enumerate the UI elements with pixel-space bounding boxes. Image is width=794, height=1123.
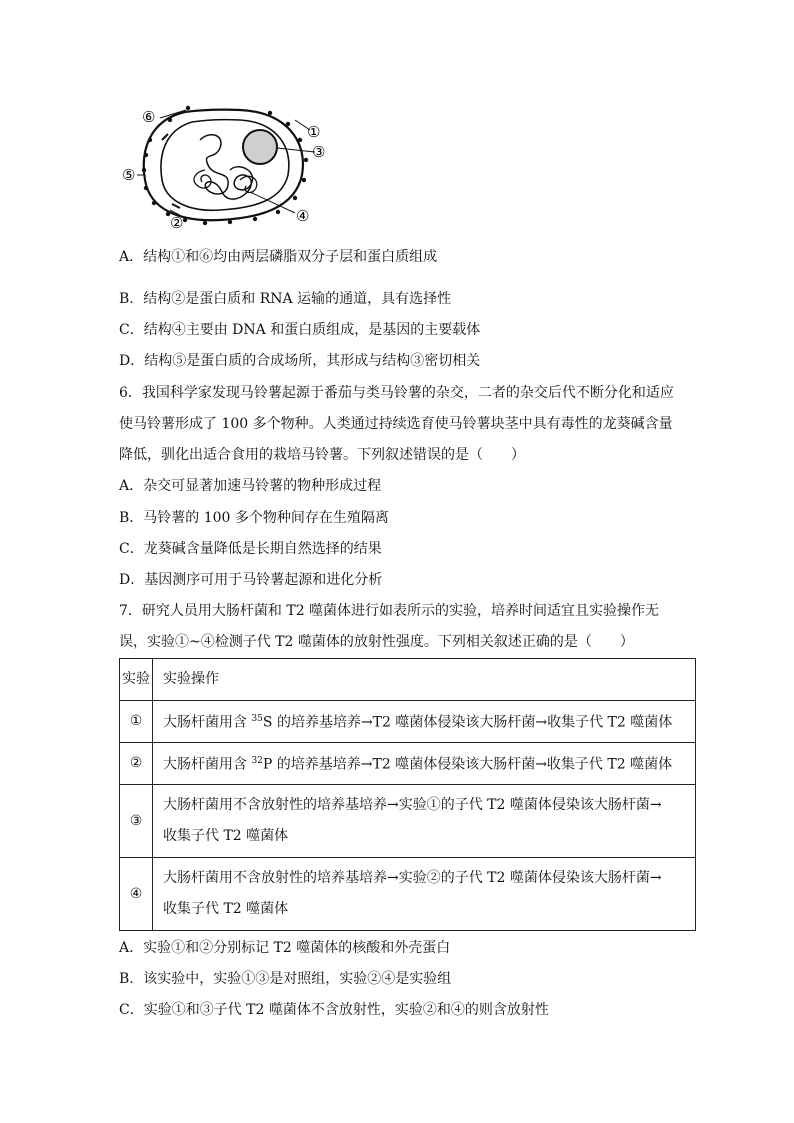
label-5: ⑤ (122, 166, 136, 184)
label-3: ③ (312, 143, 326, 161)
row-operation: 大肠杆菌用含 $^{35}$S 的培养基培养→T2 噬菌体侵染该大肠杆菌→收集子代 T2 噬菌体 (153, 701, 696, 743)
table-row (120, 701, 696, 743)
row-operation: 大肠杆菌用不含放射性的培养基培养→实验②的子代 T2 噬菌体侵染该大肠杆菌→ 收集子代 T2 噬菌体 (153, 858, 696, 931)
q6-option-b: B．马铃薯的 100 多个物种间存在生殖隔离 (119, 510, 389, 526)
table-row (120, 785, 696, 858)
row-num: ② (120, 743, 153, 785)
q7-option-b: B．该实验中，实验①③是对照组，实验②④是实验组 (119, 971, 452, 987)
q6-option-c: C．龙葵碱含量降低是长期自然选择的结果 (119, 541, 382, 557)
q7-option-c: C．实验①和③子代 T2 噬菌体不含放射性，实验②和④的则含放射性 (119, 1002, 549, 1018)
header-experiment: 实验 (120, 659, 153, 701)
row-num: ③ (120, 785, 153, 858)
row-operation: 大肠杆菌用不含放射性的培养基培养→实验①的子代 T2 噬菌体侵染该大肠杆菌→ 收集子代 T2 噬菌体 (153, 785, 696, 858)
row-num: ① (120, 701, 153, 743)
q6-option-a: A．杂交可显著加速马铃薯的物种形成过程 (119, 478, 382, 494)
q6-option-d: D．基因测序可用于马铃薯起源和进化分析 (119, 572, 383, 588)
cell-nucleus-figure (110, 100, 350, 235)
header-operation: 实验操作 (153, 659, 696, 701)
row-num: ④ (120, 858, 153, 931)
q7-option-a: A．实验①和②分别标记 T2 噬菌体的核酸和外壳蛋白 (119, 940, 451, 956)
row-operation: 大肠杆菌用含 $^{32}$P 的培养基培养→T2 噬菌体侵染该大肠杆菌→收集子代 T2 噬菌体 (153, 743, 696, 785)
label-6: ⑥ (142, 108, 156, 126)
q5-option-a: A．结构①和⑥均由两层磷脂双分子层和蛋白质组成 (119, 249, 438, 265)
q7-stem-line1: 7．研究人员用大肠杆菌和 T2 噬菌体进行如表所示的实验，培养时间适宜且实验操作无 (119, 603, 660, 619)
table-row (120, 743, 696, 785)
q5-option-b: B．结构②是蛋白质和 RNA 运输的通道，具有选择性 (119, 291, 452, 307)
q5-option-d: D．结构⑤是蛋白质的合成场所，其形成与结构③密切相关 (119, 353, 481, 369)
q6-stem-line3: 降低，驯化出适合食用的栽培马铃薯。下列叙述错误的是（ ） (119, 447, 525, 463)
label-4: ④ (296, 207, 310, 225)
label-1: ① (307, 123, 321, 141)
q5-option-c: C．结构④主要由 DNA 和蛋白质组成，是基因的主要载体 (119, 322, 481, 338)
q7-stem-line2: 误，实验①~④检测子代 T2 噬菌体的放射性强度。下列相关叙述正确的是（ ） (119, 634, 634, 650)
q6-stem-line2: 使马铃薯形成了 100 多个物种。人类通过持续选育使马铃薯块茎中具有毒性的龙葵碱含量 (119, 416, 673, 432)
q6-stem-line1: 6．我国科学家发现马铃薯起源于番茄与类马铃薯的杂交，二者的杂交后代不断分化和适应 (119, 385, 674, 401)
experiment-table (119, 658, 696, 931)
label-2: ② (170, 214, 184, 232)
table-row (120, 858, 696, 931)
table-header-row (120, 659, 696, 701)
